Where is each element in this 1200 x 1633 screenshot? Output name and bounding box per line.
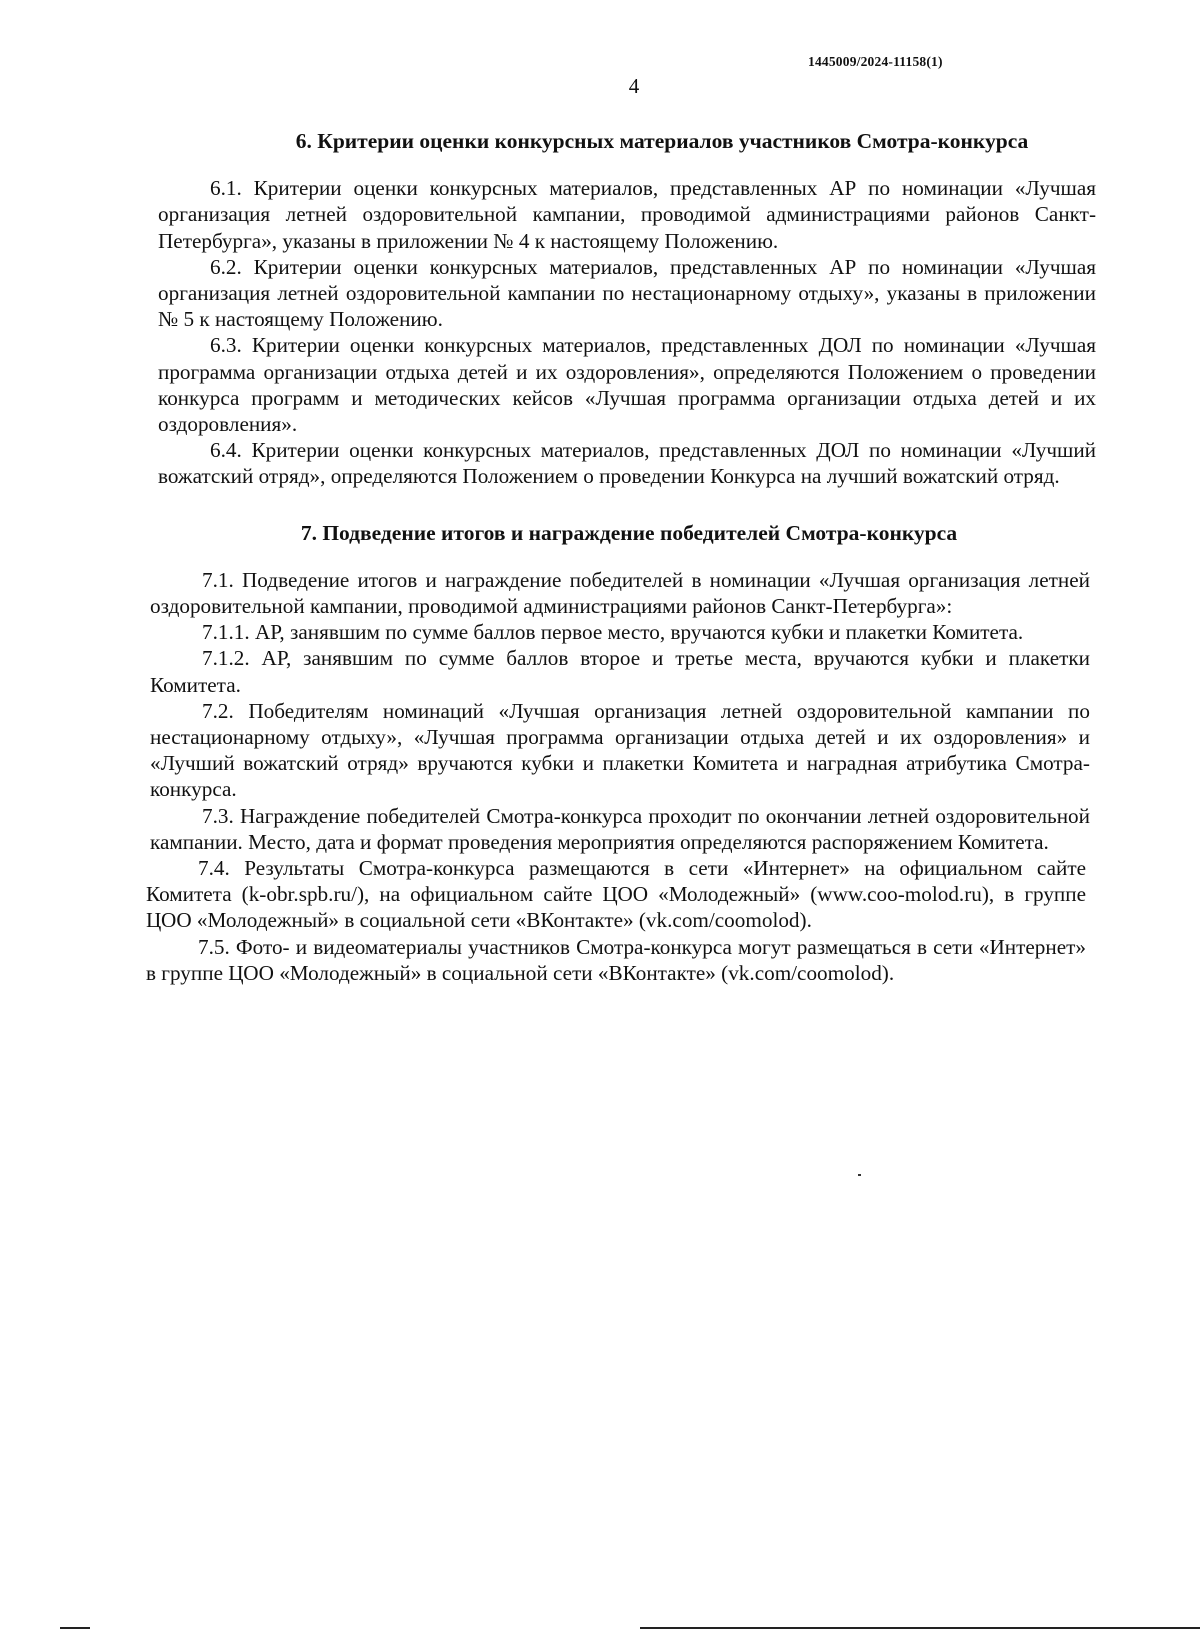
section-6 <box>158 128 1096 490</box>
paragraph-7-3: 7.3. Награждение победителей Смотра-конкурса проходит по окончании летней оздоровительной кампании. Место, дата и формат проведения мероприятия определяются распоряжением Комитета. <box>150 803 1090 854</box>
paragraph-7-2: 7.2. Победителям номинаций «Лучшая организация летней оздоровительной кампании по нестационарному отдыху», «Лучшая программа организации отдыха детей и их оздоровления» и «Лучший вожатский отряд» вручаются кубки и плакетки Комитета и наградная атрибутика Смотра-конкурса. <box>150 698 1090 802</box>
paragraph-6-3: 6.3. Критерии оценки конкурсных материалов, представленных ДОЛ по номинации «Лучшая программа организации отдыха детей и их оздоровления», определяются Положением о проведении конкурса программ и методических кейсов «Лучшая программа организации отдыха детей и их оздоровления». <box>158 333 1096 437</box>
scan-bottom-edge-line <box>640 1627 1200 1629</box>
paragraph-7-1: 7.1. Подведение итогов и награждение победителей в номинации «Лучшая организация летней оздоровительной кампании, проводимой администрациями районов Санкт-Петербурга»: <box>150 567 1090 619</box>
paragraph-7-4: 7.4. Результаты Смотра-конкурса размещаются в сети «Интернет» на официальном сайте Комитета (k-obr.spb.ru/), на официальном сайте ЦОО «Молодежный» (www.coo-molod.ru), в группе ЦОО «Молодежный» в социальной сети «ВКонтакте» (vk.com/coomolod). <box>146 856 1086 933</box>
paragraph-7-1-1: 7.1.1. АР, занявшим по сумме баллов первое место, вручаются кубки и плакетки Комитета. <box>202 620 1024 645</box>
document-registration-number: 1445009/2024-11158(1) <box>808 54 943 69</box>
page-number: 4 <box>628 74 640 98</box>
scan-artifact-dot <box>858 1174 861 1176</box>
section-6-heading: 6. Критерии оценки конкурсных материалов участников Смотра-конкурса <box>295 129 1029 153</box>
paragraph-6-1: 6.1. Критерии оценки конкурсных материалов, представленных АР по номинации «Лучшая организация летней оздоровительной кампании, проводимой администрациями районов Санкт-Петербурга», указаны в приложении № 4 к настоящему Положению. <box>158 176 1096 253</box>
paragraph-7-5: 7.5. Фото- и видеоматериалы участников Смотра-конкурса могут размещаться в сети «Интернет» в группе ЦОО «Молодежный» в социальной сети «ВКонтакте» (vk.com/coomolod). <box>146 934 1086 985</box>
paragraph-6-2: 6.2. Критерии оценки конкурсных материалов, представленных АР по номинации «Лучшая организация летней оздоровительной кампании по нестационарному отдыху», указаны в приложении № 5 к настоящему Положению. <box>158 254 1096 332</box>
section-7 <box>146 520 1096 986</box>
section-7-heading: 7. Подведение итогов и награждение победителей Смотра-конкурса <box>300 520 958 545</box>
paragraph-7-1-2: 7.1.2. АР, занявшим по сумме баллов второе и третье места, вручаются кубки и плакетки Комитета. <box>150 646 1090 697</box>
scan-bottom-edge-mark <box>60 1627 90 1629</box>
paragraph-6-4: 6.4. Критерии оценки конкурсных материалов, представленных ДОЛ по номинации «Лучший вожатский отряд», определяются Положением о проведении Конкурса на лучший вожатский отряд. <box>158 438 1096 489</box>
document-body <box>146 128 1096 986</box>
